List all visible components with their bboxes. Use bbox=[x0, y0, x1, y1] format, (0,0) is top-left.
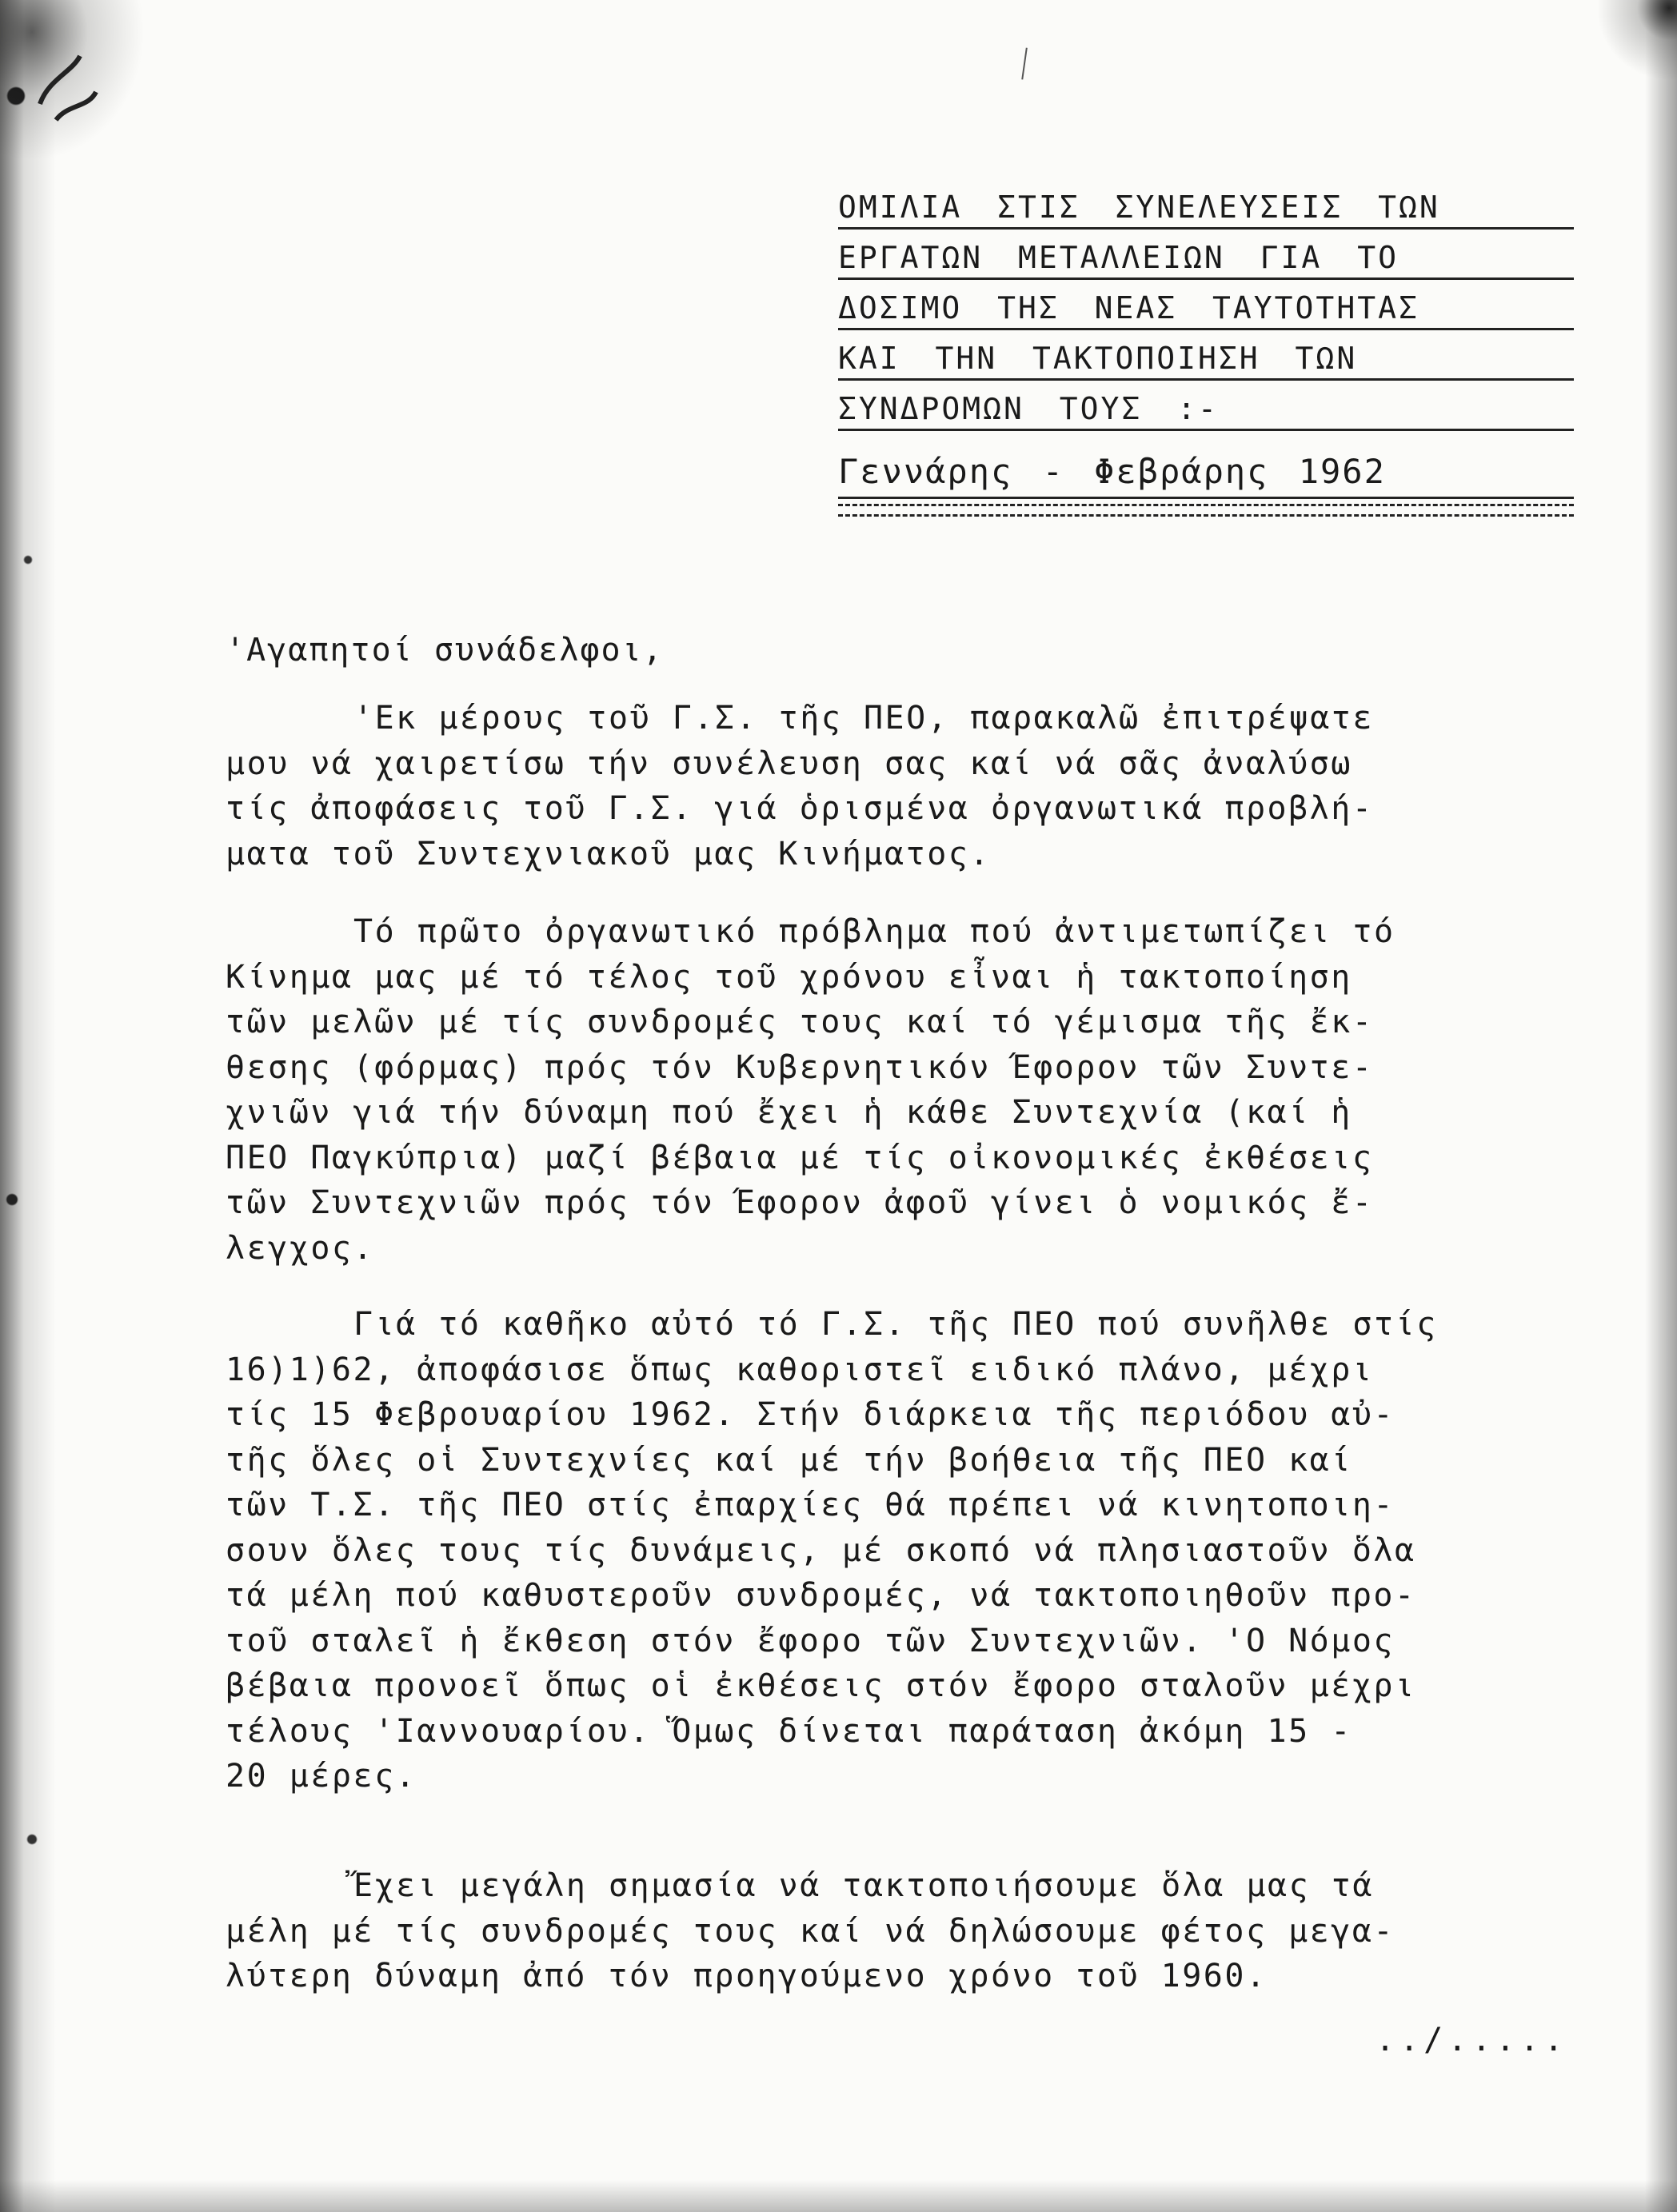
paragraph-text: Γιά τό καθῆκο αὐτό τό Γ.Σ. τῆς ΠΕΟ πού συνῆλθε στίς 16)1)62, ἀποφάσισε ὅπως καθοριστεῖ ειδικό πλάνο, μέχρι τίς 15 Φεβρουαρίου 1962. Στήν διάρκεια τῆς περιόδου αὐ- τῆς ὅλες οἱ Συντεχνίες καί μέ τήν βοήθεια τῆς ΠΕΟ καί τῶν Τ.Σ. τῆς ΠΕΟ στίς ἐπαρχίες θά πρέπει νά κινητοποιη- σουν ὅλες τους τίς δυνάμεις, μέ σκοπό νά πλησιαστοῦν ὅλα τά μέλη πού καθυστεροῦν συνδρομές, νά τακτοποιηθοῦν προ- τοῦ σταλεῖ ἡ ἔκθεση στόν ἔφορο τῶν Συντεχνιῶν. 'Ο Νόμος βέβαια προνοεῖ ὅπως οἱ ἐκθέσεις στόν ἔφορο σταλοῦν μέχρι τέλους 'Ιαννουαρίου. Ὅμως δίνεται παράταση ἀκόμη 15 - 20 μέρες. bbox=[226, 1306, 1438, 1795]
paragraph-text: 'Εκ μέρους τοῦ Γ.Σ. τῆς ΠΕΟ, παρακαλῶ ἐπιτρέψατε μου νά χαιρετίσω τήν συνέλευση σας καί νά σᾶς ἀναλύσω τίς ἀποφάσεις τοῦ Γ.Σ. γιά ὁρισμένα ὀργανωτικά προβλή- ματα τοῦ Συντεχνιακοῦ μας Κινήματος. bbox=[226, 700, 1374, 872]
pen-mark bbox=[1021, 48, 1032, 81]
paragraph-2 bbox=[226, 909, 1617, 1271]
title-line: ΟΜΙΛΙΑ ΣΤΙΣ ΣΥΝΕΛΕΥΣΕΙΣ ΤΩΝ bbox=[838, 184, 1574, 230]
paragraph-text: Ἔχει μεγάλη σημασία νά τακτοποιήσουμε ὅλα μας τά μέλη μέ τίς συνδρομές τους καί νά δηλώσουμε φέτος μεγα- λύτερη δύναμη ἀπό τόν προηγούμενο χρόνο τοῦ 1960. bbox=[226, 1867, 1396, 1994]
title-line: ΕΡΓΑΤΩΝ ΜΕΤΑΛΛΕΙΩΝ ΓΙΑ ΤΟ bbox=[838, 234, 1574, 280]
scan-bottom-edge bbox=[0, 2180, 1677, 2212]
salutation: 'Αγαπητοί συνάδελφοι, bbox=[226, 632, 664, 669]
paragraph-1 bbox=[226, 696, 1617, 876]
paragraph-3 bbox=[226, 1302, 1617, 1799]
paragraph-4 bbox=[226, 1863, 1617, 1999]
scan-corner-smudge-right bbox=[1581, 0, 1677, 96]
document-title-block bbox=[838, 184, 1574, 517]
title-line: ΣΥΝΔΡΟΜΩΝ ΤΟΥΣ :- bbox=[838, 385, 1574, 431]
document-date: Γεννάρης - Φεβράρης 1962 bbox=[838, 449, 1574, 499]
title-line: ΔΟΣΙΜΟ ΤΗΣ ΝΕΑΣ ΤΑΥΤΟΤΗΤΑΣ bbox=[838, 285, 1574, 330]
hole-punch-mark bbox=[32, 48, 104, 128]
scan-edge-right bbox=[1645, 0, 1677, 2212]
continuation-mark: ../..... bbox=[1376, 2022, 1568, 2058]
scan-edge-left bbox=[0, 0, 56, 2212]
title-line: ΚΑΙ ΤΗΝ ΤΑΚΤΟΠΟΙΗΣΗ ΤΩΝ bbox=[838, 335, 1574, 381]
double-underline bbox=[838, 504, 1574, 517]
paragraph-text: Τό πρῶτο ὀργανωτικό πρόβλημα πού ἀντιμετωπίζει τό Κίνημα μας μέ τό τέλος τοῦ χρόνου εἶναι ἡ τακτοποίηση τῶν μελῶν μέ τίς συνδρομές τους καί τό γέμισμα τῆς ἔκ- θεσης (φόρμας) πρός τόν Κυβερνητικόν Έφορον τῶν Συντε- χνιῶν γιά τήν δύναμη πού ἔχει ἡ κάθε Συντεχνία (καί ἡ ΠΕΟ Παγκύπρια) μαζί βέβαια μέ τίς οἰκονομικές ἐκθέσεις τῶν Συντεχνιῶν πρός τόν Έφορον ἀφοῦ γίνει ὁ νομικός ἔ- λεγχος. bbox=[226, 913, 1396, 1267]
